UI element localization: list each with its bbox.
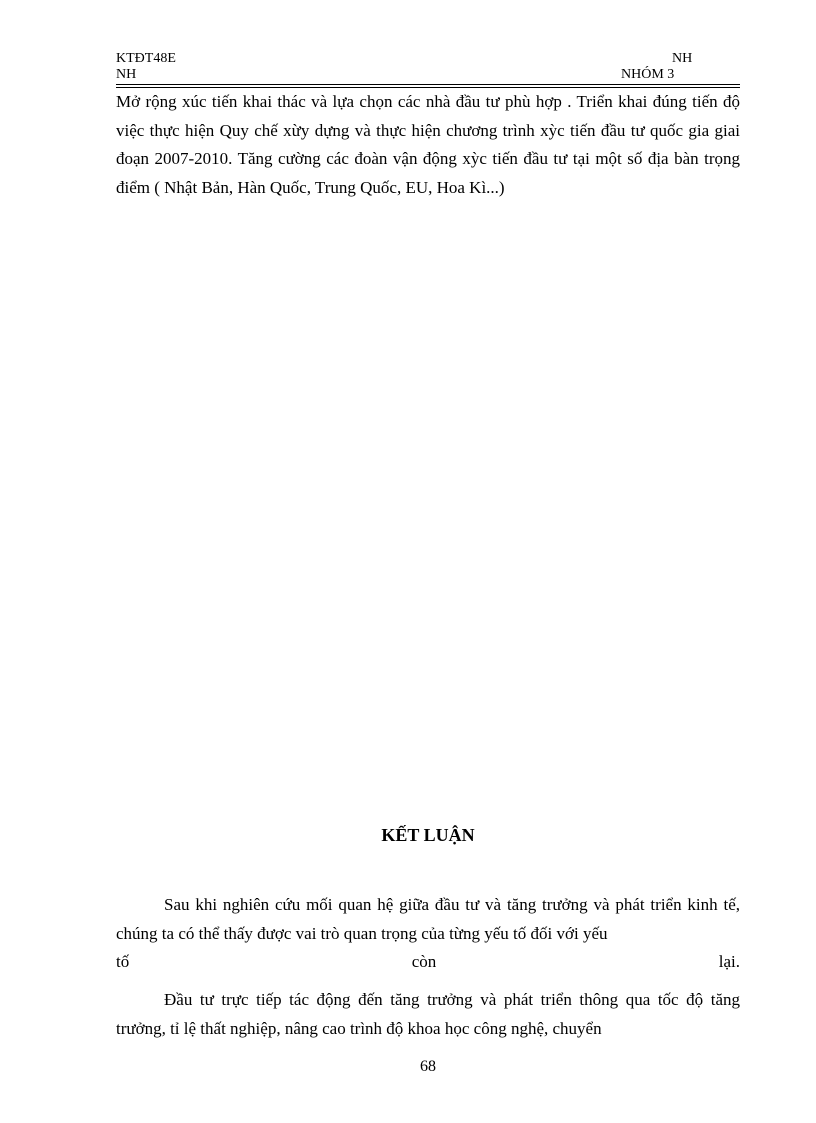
header-course-code: KTĐT48E xyxy=(116,51,176,66)
conclusion-paragraph-1 xyxy=(116,891,740,977)
header-group-name: NHÓM 3 xyxy=(621,67,675,82)
section-title-conclusion: KẾT LUẬN xyxy=(381,825,475,845)
page-number: 68 xyxy=(420,1058,436,1075)
header-left-suffix: NH xyxy=(116,67,137,82)
conclusion-paragraph-1-last-line: tố còn lại. xyxy=(116,952,740,971)
conclusion-paragraph-2: Đầu tư trực tiếp tác động đến tăng trưởng và phát triển thông qua tốc độ tăng trưởng, tỉ lệ thất nghiệp, nâng cao trình độ khoa học công nghệ, chuyển xyxy=(116,990,740,1038)
header-right-prefix: NH xyxy=(672,51,693,66)
conclusion-paragraph-1-text: Sau khi nghiên cứu mối quan hệ giữa đầu tư và tăng trưởng và phát triển kinh tế, chúng ta có thể thấy được vai trò quan trọng của từng yếu tố đối với yếu xyxy=(116,895,740,943)
header-rule-top xyxy=(116,84,740,85)
body-paragraph-investment-promotion: Mở rộng xúc tiến khai thác và lựa chọn các nhà đầu tư phù hợp . Triển khai đúng tiến độ việc thực hiện Quy chế xừy dựng và thực hiện chương trình xỳc tiến đầu tư quốc gia giai đoạn 2007-2010. Tăng cường các đoàn vận động xỳc tiến đầu tư tại một số địa bàn trọng điểm ( Nhật Bản, Hàn Quốc, Trung Quốc, EU, Hoa Kì...) xyxy=(116,92,740,197)
